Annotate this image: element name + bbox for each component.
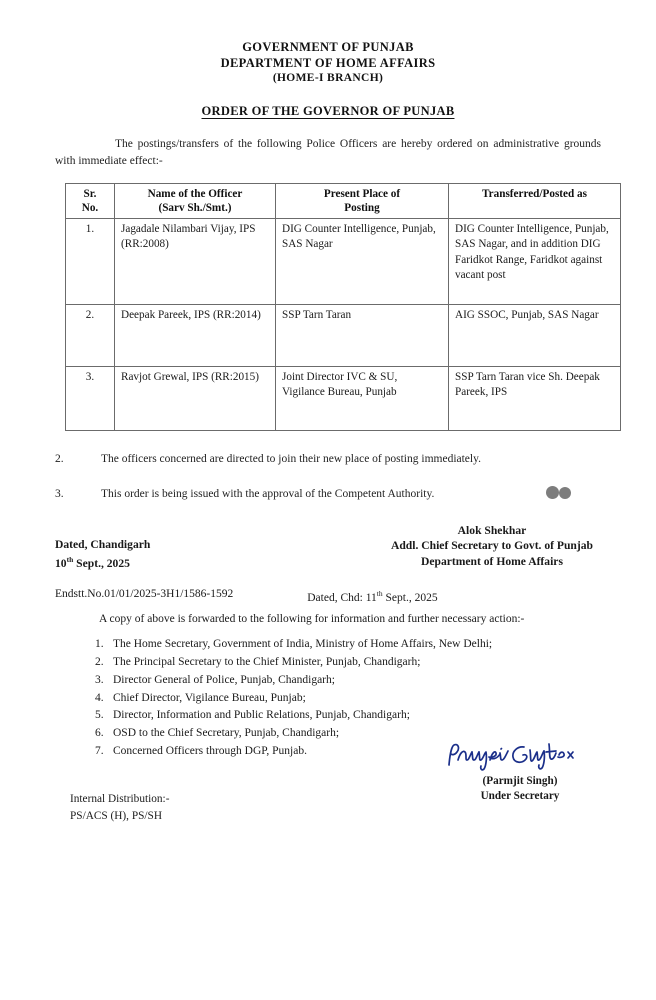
list-item-number: 3. [95, 673, 104, 686]
cell-officer-name: Ravjot Grewal, IPS (RR:2015) [115, 366, 276, 430]
cell-present-posting: Joint Director IVC & SU, Vigilance Bureau, Punjab [276, 366, 449, 430]
header-line-branch: (HOME-I BRANCH) [272, 72, 384, 84]
list-item-text: The Principal Secretary to the Chief Minister, Punjab, Chandigarh; [113, 655, 421, 668]
cell-officer-name: Jagadale Nilambari Vijay, IPS (RR:2008) [115, 218, 276, 304]
order-title: ORDER OF THE GOVERNOR OF PUNJAB [201, 103, 455, 118]
column-header-present-line1: Present Place of [323, 187, 401, 200]
cell-sr-no: 3. [66, 366, 115, 430]
clause-3 [55, 486, 601, 503]
intro-paragraph: The postings/transfers of the following Police Officers are hereby ordered on administrative grounds with immediate effect:- [55, 137, 601, 167]
list-item-number: 6. [95, 727, 104, 740]
column-header-sr-no-line2: No. [81, 201, 99, 214]
endorsement-date [307, 586, 437, 606]
document-header [0, 40, 656, 119]
endorsement-row [0, 586, 656, 606]
transfer-table-wrapper [0, 183, 656, 431]
list-item-text: Concerned Officers through DGP, Punjab. [113, 744, 307, 757]
list-item-text: Director, Information and Public Relations, Punjab, Chandigarh; [113, 709, 410, 722]
endorsement-date-prefix: Dated, Chd: 11 [307, 592, 377, 605]
column-header-name-line1: Name of the Officer [147, 187, 243, 200]
authority-designation: Addl. Chief Secretary to Govt. of Punjab [390, 539, 593, 552]
header-line-department: DEPARTMENT OF HOME AFFAIRS [220, 55, 436, 70]
clause-3-text: This order is being issued with the approval of the Competent Authority. [101, 487, 435, 500]
list-item-text: OSD to the Chief Secretary, Punjab, Chandigarh; [113, 727, 340, 740]
list-item-number: 4. [95, 691, 104, 704]
cell-transferred-posted: DIG Counter Intelligence, Punjab, SAS Nagar, and in addition DIG Faridkot Range, Faridkot against vacant post [449, 218, 621, 304]
internal-distribution-block [70, 791, 169, 824]
column-header-name-line2: (Sarv Sh./Smt.) [158, 201, 232, 214]
dated-place-block [55, 523, 150, 572]
list-item [95, 672, 656, 690]
under-secretary-designation: Under Secretary [480, 789, 560, 802]
list-item-number: 7. [95, 744, 104, 757]
column-header-sr-no-line1: Sr. [83, 187, 97, 200]
scan-smudge-icon [559, 487, 571, 499]
list-item [95, 690, 656, 708]
cell-officer-name: Deepak Pareek, IPS (RR:2014) [115, 304, 276, 366]
dated-date-month-year: Sept., 2025 [73, 556, 130, 570]
list-item [95, 654, 656, 672]
clause-3-number: 3. [55, 487, 64, 500]
cell-transferred-posted: SSP Tarn Taran vice Sh. Deepak Pareek, IPS [449, 366, 621, 430]
list-item-number: 1. [95, 638, 104, 651]
list-item [95, 636, 656, 654]
dated-date-ordinal: th [66, 555, 74, 564]
under-secretary-name: (Parmjit Singh) [482, 775, 558, 787]
table-row [66, 218, 621, 304]
list-item [95, 707, 656, 725]
column-header-name [115, 183, 276, 218]
copy-forward-paragraph: A copy of above is forwarded to the following for information and further necessary action:- [99, 613, 525, 626]
column-header-sr-no [66, 183, 115, 218]
column-header-posted-line1: Transferred/Posted as [482, 187, 587, 200]
table-header-row [66, 183, 621, 218]
internal-distribution-value: PS/ACS (H), PS/SH [70, 809, 162, 822]
authority-department: Department of Home Affairs [420, 554, 563, 568]
list-item-text: The Home Secretary, Government of India, Ministry of Home Affairs, New Delhi; [113, 638, 493, 651]
clause-2-text: The officers concerned are directed to join their new place of posting immediately. [101, 452, 481, 465]
transfer-table [65, 183, 621, 431]
clause-2-number: 2. [55, 452, 64, 465]
internal-distribution-label: Internal Distribution:- [70, 793, 170, 805]
authority-signature [391, 523, 593, 570]
dated-date-number: 10 [55, 556, 67, 570]
cell-transferred-posted: AIG SSOC, Punjab, SAS Nagar [449, 304, 621, 366]
endorsement-number: Endstt.No.01/01/2025-3H1/1586-1592 [55, 588, 234, 601]
under-secretary-signature-block [430, 742, 610, 803]
cell-present-posting: DIG Counter Intelligence, Punjab, SAS Nagar [276, 218, 449, 304]
table-row [66, 304, 621, 366]
table-row [66, 366, 621, 430]
cell-sr-no: 1. [66, 218, 115, 304]
authority-name: Alok Shekhar [457, 523, 527, 537]
scan-smudge-icon [546, 486, 559, 499]
clause-2 [55, 451, 601, 468]
transfer-table-body [66, 218, 621, 430]
signature-block [0, 523, 656, 572]
list-item-text: Chief Director, Vigilance Bureau, Punjab; [113, 691, 306, 704]
column-header-transferred-posted [449, 183, 621, 218]
endorsement-date-suffix: Sept., 2025 [382, 592, 438, 605]
list-item-number: 5. [95, 709, 104, 722]
cell-present-posting: SSP Tarn Taran [276, 304, 449, 366]
list-item-text: Director General of Police, Punjab, Chandigarh; [113, 673, 335, 686]
handwritten-signature-icon [430, 742, 610, 772]
header-line-government: GOVERNMENT OF PUNJAB [242, 40, 414, 54]
column-header-present-line2: Posting [344, 201, 380, 214]
dated-place: Dated, Chandigarh [55, 537, 151, 551]
list-item-number: 2. [95, 655, 104, 668]
transfer-table-head [66, 183, 621, 218]
dated-date [55, 552, 150, 571]
cell-sr-no: 2. [66, 304, 115, 366]
column-header-present-posting [276, 183, 449, 218]
endorsement-date-ordinal: th [376, 589, 383, 599]
